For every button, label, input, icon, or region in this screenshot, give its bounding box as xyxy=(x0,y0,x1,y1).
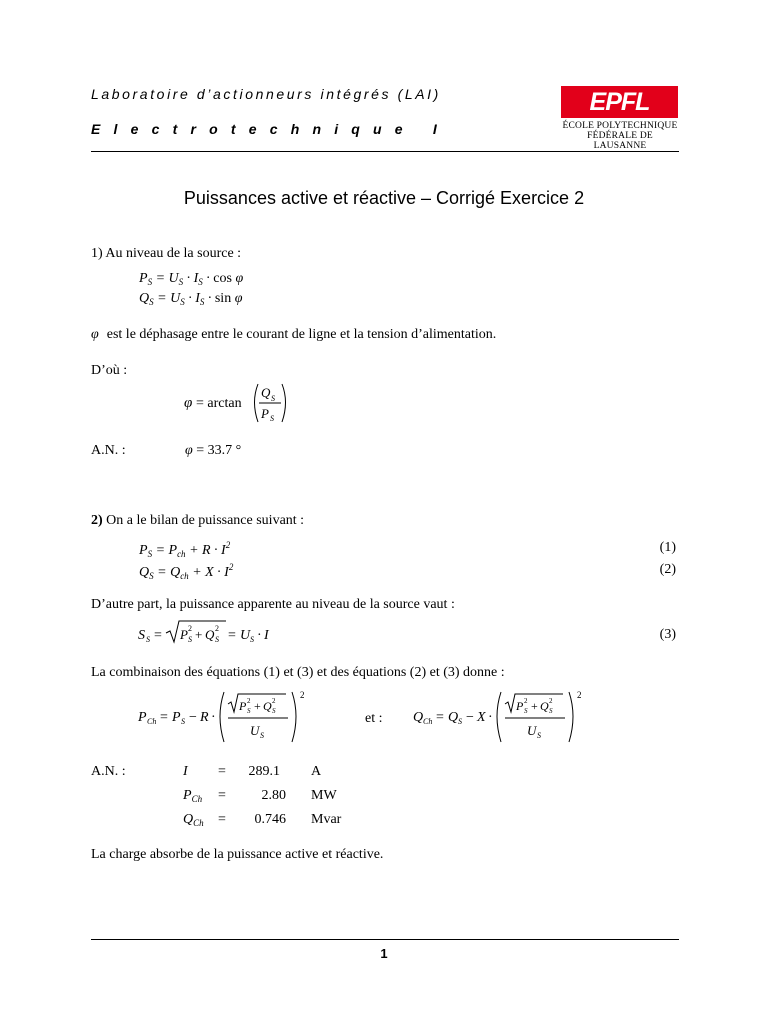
svg-text:S: S xyxy=(247,707,251,715)
equation-1-number: (1) xyxy=(659,540,676,555)
phi-note: φ est le déphasage entre le courant de ligne et la tension d’alimentation. xyxy=(91,327,497,342)
svg-text:−: − xyxy=(466,710,474,725)
result-qch-unit: Mvar xyxy=(311,812,342,827)
part1-an-label: A.N. : xyxy=(91,443,126,458)
svg-text:S: S xyxy=(549,707,553,715)
svg-text:S: S xyxy=(272,707,276,715)
svg-text:S: S xyxy=(458,717,462,726)
svg-text:+: + xyxy=(195,627,203,642)
equation-3 xyxy=(136,618,286,648)
svg-text:=: = xyxy=(436,710,444,725)
equation-phi-arctan xyxy=(180,376,300,428)
svg-text:2: 2 xyxy=(300,690,305,700)
combination-text: La combinaison des équations (1) et (3) et des équations (2) et (3) donne : xyxy=(91,665,505,680)
svg-text:Q: Q xyxy=(540,699,549,713)
svg-text:2: 2 xyxy=(272,697,276,705)
svg-text:I: I xyxy=(264,628,269,643)
svg-text:=: = xyxy=(228,628,236,643)
svg-text:S: S xyxy=(146,635,150,644)
svg-text:S: S xyxy=(181,717,185,726)
equation-qch xyxy=(411,688,596,746)
svg-text:2: 2 xyxy=(549,697,553,705)
course-name: Electrotechnique I xyxy=(91,121,450,137)
epfl-logo xyxy=(561,86,678,118)
epfl-logo-word: EPFL xyxy=(589,88,650,116)
svg-text:Ch: Ch xyxy=(423,717,433,726)
part1-intro: 1) Au niveau de la source : xyxy=(91,246,242,261)
equation-1: $P_S = P_{ch} + R \cdot I^2$ xyxy=(139,540,231,559)
svg-text:S: S xyxy=(524,707,528,715)
svg-text:2: 2 xyxy=(215,624,219,633)
svg-text:+: + xyxy=(531,699,538,713)
svg-text:+: + xyxy=(254,699,261,713)
svg-text:P: P xyxy=(172,710,181,725)
svg-text:S: S xyxy=(260,731,264,740)
result-pch-unit: MW xyxy=(311,788,337,803)
svg-text:Q: Q xyxy=(263,699,272,713)
result-i-eq: = xyxy=(218,764,226,779)
svg-text:U: U xyxy=(527,723,537,738)
equation-2: $Q_S = Q_{ch} + X \cdot I^2$ xyxy=(139,562,234,581)
result-pch-eq: = xyxy=(218,788,226,803)
result-qch-symbol: $Q_{Ch}$ xyxy=(183,812,204,828)
equation-3-number: (3) xyxy=(659,627,676,642)
svg-text:X: X xyxy=(477,710,486,725)
svg-text:S: S xyxy=(138,628,145,643)
equation-pch xyxy=(136,688,316,746)
part2-intro: 2) On a le bilan de puissance suivant : xyxy=(91,513,305,528)
svg-text:·: · xyxy=(211,710,216,725)
result-i-value: 289.1 xyxy=(248,764,280,779)
svg-text:S: S xyxy=(215,635,219,644)
svg-text:−: − xyxy=(189,710,197,725)
conclusion: La charge absorbe de la puissance active et réactive. xyxy=(91,847,384,862)
svg-text:=: = xyxy=(154,628,162,643)
svg-text:= arctan: = arctan xyxy=(196,396,242,411)
equation-ps: $P_S = U_S \cdot I_S \cdot \cos \varphi$ xyxy=(139,271,244,287)
svg-text:Q: Q xyxy=(205,627,215,642)
svg-text:S: S xyxy=(188,635,192,644)
equation-2-number: (2) xyxy=(659,562,676,577)
phi-result: φ = 33.7 ° xyxy=(185,443,242,458)
svg-text:S: S xyxy=(250,635,254,644)
result-qch-eq: = xyxy=(218,812,226,827)
page-number: 1 xyxy=(380,946,388,961)
svg-text:2: 2 xyxy=(524,697,528,705)
svg-text:R: R xyxy=(200,710,209,725)
svg-text:S: S xyxy=(271,394,275,403)
svg-text:U: U xyxy=(240,628,251,643)
result-qch-value: 0.746 xyxy=(254,812,286,827)
svg-text:P: P xyxy=(138,710,147,725)
et-label: et : xyxy=(365,711,383,726)
result-pch-symbol: $P_{Ch}$ xyxy=(183,788,203,804)
svg-text:=: = xyxy=(160,710,168,725)
result-pch-value: 2.80 xyxy=(261,788,286,803)
result-i-unit: A xyxy=(311,764,322,779)
svg-text:P: P xyxy=(261,406,269,421)
equation-qs: $Q_S = U_S \cdot I_S \cdot \sin \varphi$ xyxy=(139,291,243,307)
svg-text:P: P xyxy=(516,699,524,713)
svg-text:S: S xyxy=(537,731,541,740)
svg-text:2: 2 xyxy=(247,697,251,705)
svg-text:Q: Q xyxy=(448,710,459,725)
svg-text:2: 2 xyxy=(188,624,192,633)
apparent-power-text: D’autre part, la puissance apparente au niveau de la source vaut : xyxy=(91,597,455,612)
svg-text:P: P xyxy=(180,627,188,642)
svg-text:Ch: Ch xyxy=(147,717,157,726)
svg-text:φ: φ xyxy=(184,395,193,411)
footer-rule xyxy=(91,939,679,940)
svg-text:Q: Q xyxy=(413,710,424,725)
result-i-symbol: I xyxy=(183,764,188,779)
dou-label: D’où : xyxy=(91,363,128,378)
svg-text:S: S xyxy=(270,414,274,423)
svg-text:·: · xyxy=(488,710,493,725)
svg-text:U: U xyxy=(250,723,260,738)
header-rule xyxy=(91,151,679,152)
logo-line-1: ÉCOLE POLYTECHNIQUE xyxy=(562,121,678,131)
part2-an-label: A.N. : xyxy=(91,764,126,779)
page-title: Puissances active et réactive – Corrigé Exercice 2 xyxy=(183,188,585,208)
svg-text:2: 2 xyxy=(577,690,582,700)
svg-text:P: P xyxy=(239,699,247,713)
lab-name: Laboratoire d’actionneurs intégrés (LAI) xyxy=(91,86,441,102)
svg-text:Q: Q xyxy=(261,385,271,400)
logo-line-2: FÉDÉRALE DE LAUSANNE xyxy=(587,131,653,151)
svg-text:·: · xyxy=(257,628,262,643)
